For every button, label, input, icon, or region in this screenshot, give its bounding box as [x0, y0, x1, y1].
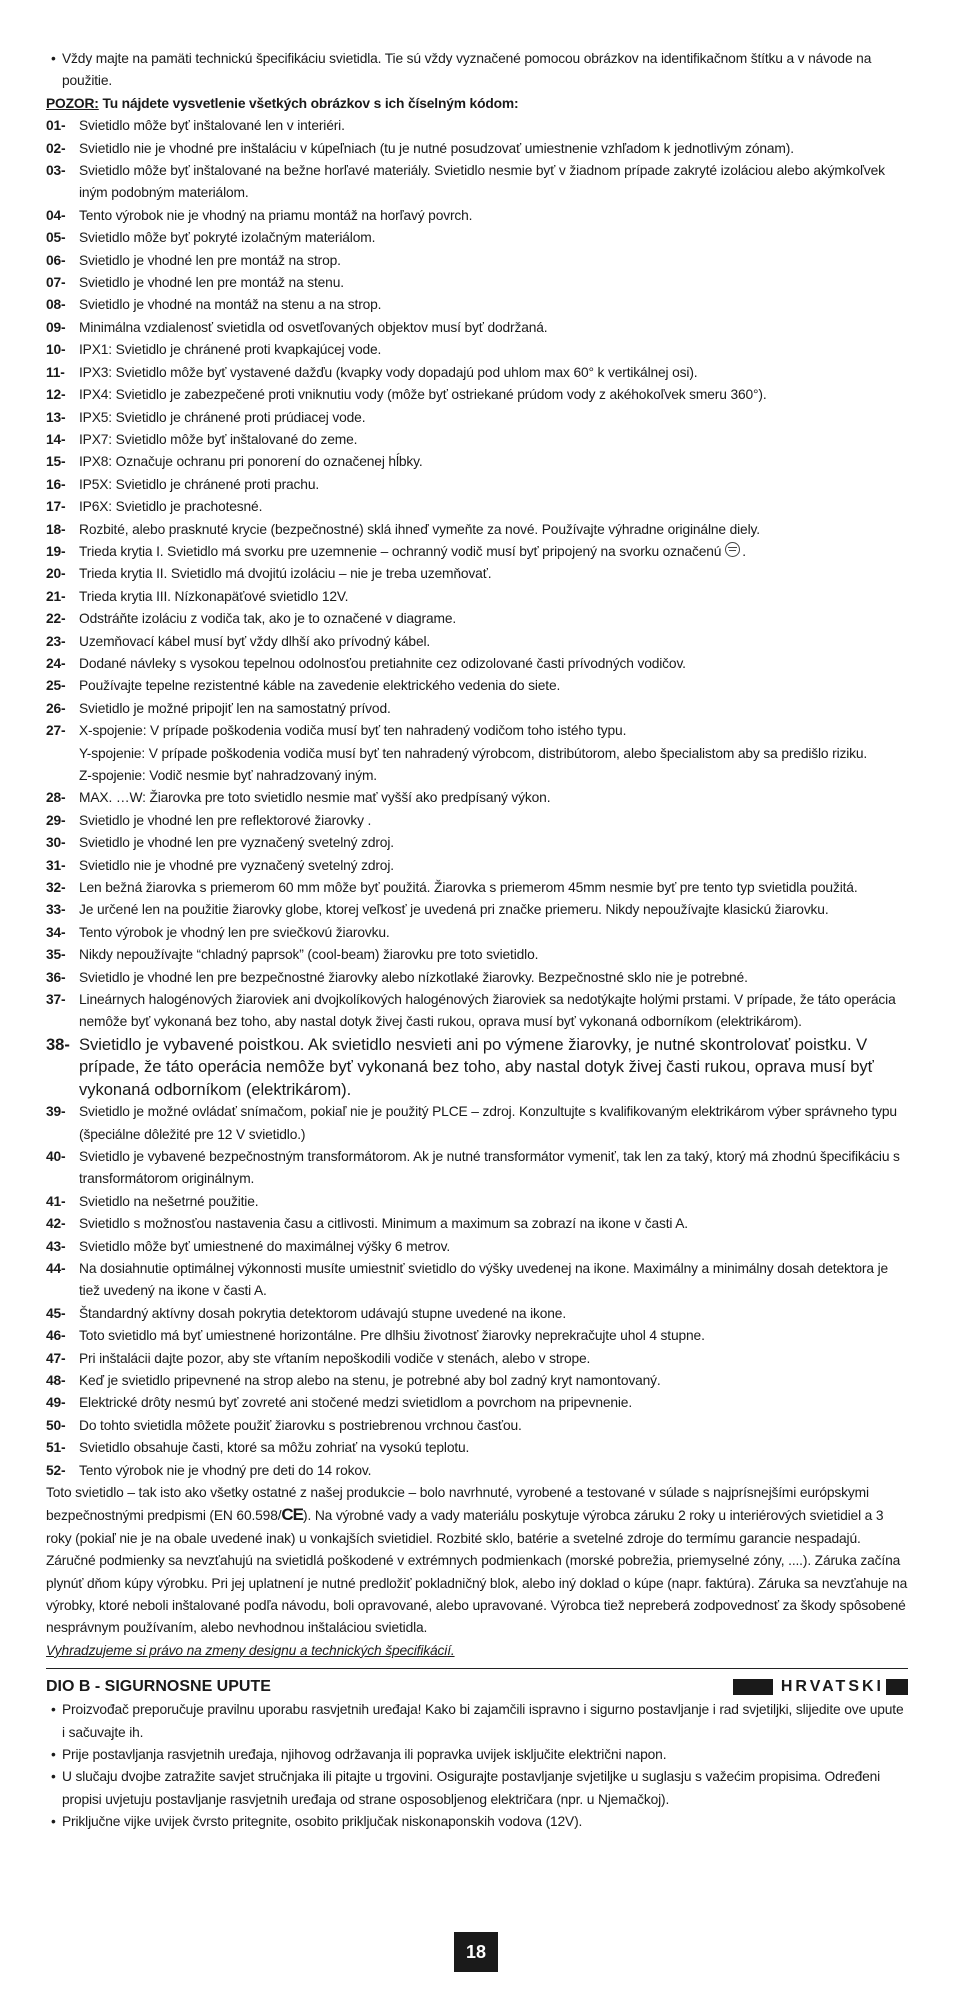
item-number: 06- — [46, 252, 66, 268]
symbol-item — [46, 1392, 908, 1414]
symbol-item — [46, 855, 908, 877]
item-text — [79, 944, 908, 966]
item-text-main: Svietidlo môže byť pokryté izolačným materiálom. — [79, 230, 376, 246]
item-text-main: Svietidlo obsahuje časti, ktoré sa môžu zohriať na vysokú teplotu. — [79, 1440, 470, 1456]
item-text-main: IPX5: Svietidlo je chránené proti prúdiacej vode. — [79, 409, 366, 425]
symbol-item — [46, 1325, 908, 1347]
symbol-item — [46, 160, 908, 205]
item-text-main: Svietidlo je vybavené bezpečnostným transformátorom. Ak je nutné transformátor vymeniť, tak len za taký, ktorý má zhodnú špecifikáciu s transformátorom originálnym. — [79, 1148, 900, 1187]
item-text — [79, 1437, 908, 1459]
symbol-item — [46, 429, 908, 451]
section-header — [46, 1675, 908, 1699]
item-text-main: IPX4: Svietidlo je zabezpečené proti vniknutiu vody (môže byť ostriekané prúdom vody z akéhokoľvek smeru 360°). — [79, 387, 767, 403]
item-number: 36- — [46, 969, 66, 985]
symbol-list — [46, 115, 908, 1482]
item-number: 28- — [46, 790, 66, 806]
item-number: 26- — [46, 700, 66, 716]
symbol-item — [46, 877, 908, 899]
item-text-main: Svietidlo je možné pripojiť len na samostatný prívod. — [79, 700, 391, 716]
item-text-main: Svietidlo je vhodné len pre bezpečnostné žiarovky alebo nízkotlaké žiarovky. Bezpečnostné sklo nie je potrebné. — [79, 969, 748, 985]
symbol-item — [46, 586, 908, 608]
item-number: 07- — [46, 275, 66, 291]
item-text — [79, 855, 908, 877]
symbol-item — [46, 474, 908, 496]
item-text-main: Svietidlo je vhodné len pre reflektorové žiarovky . — [79, 812, 372, 828]
symbol-item — [46, 967, 908, 989]
item-number: 44- — [46, 1260, 66, 1276]
item-number — [46, 743, 79, 765]
item-text-main: Svietidlo je vybavené poistkou. Ak svietidlo nesvieti ani po výmene žiarovky, je nutné skontrolovať poistku. V prípade, že táto operácia nemôže byť vykonaná bez toho, aby nastal dotyk živej časti rukou, oprava musí byť vykonaná odborníkom (elektrikárom). — [79, 1034, 874, 1099]
item-text — [79, 317, 908, 339]
symbol-item — [46, 496, 908, 518]
item-number: 46- — [46, 1328, 66, 1344]
section-divider — [46, 1668, 908, 1669]
item-text-main: IPX3: Svietidlo môže byť vystavené dažďu (kvapky vody dopadajú pod uhlom max 60° k vertikálnej osi). — [79, 364, 698, 380]
item-text-main: Je určené len na použitie žiarovky globe, ktorej veľkosť je uvedená pri značke priemeru. Nikdy nepoužívajte klasickú žiarovku. — [79, 902, 829, 918]
item-number: 42- — [46, 1216, 66, 1232]
symbol-item — [46, 1101, 908, 1146]
warning-line — [46, 93, 908, 115]
item-text-main: Toto svietidlo má byť umiestnené horizontálne. Pre dlhšiu životnosť žiarovky neprekračujte uhol 4 stupne. — [79, 1328, 705, 1344]
item-text-main: MAX. …W: Žiarovka pre toto svietidlo nesmie mať vyšší ako predpísaný výkon. — [79, 790, 551, 806]
item-text-main: Elektrické drôty nesmú byť zovreté ani stočené medzi svietidlom a povrchom na pripevnenie. — [79, 1395, 633, 1411]
symbol-item — [46, 1034, 908, 1101]
item-number: 05- — [46, 230, 66, 246]
item-text-main: Len bežná žiarovka s priemerom 60 mm môže byť použitá. Žiarovka s priemerom 45mm nesmie byť pre tento typ svietidla použitá. — [79, 880, 858, 896]
hr-bullet: • Priključne vijke uvijek čvrsto pritegnite, osobito priključak niskonaponskih vodova (12V). — [46, 1811, 908, 1833]
item-text — [79, 115, 908, 137]
item-text — [79, 675, 908, 697]
item-text — [79, 1236, 908, 1258]
item-text — [79, 653, 908, 675]
item-text — [79, 1146, 908, 1191]
item-number: 52- — [46, 1462, 66, 1478]
item-text — [79, 743, 908, 765]
item-text — [79, 1348, 908, 1370]
item-text-main: Keď je svietidlo pripevnené na strop alebo na stenu, je potrebné aby bol zadný kryt namontovaný. — [79, 1372, 661, 1388]
item-text-main: Svietidlo je možné ovládať snímačom, pokiaľ nie je použitý PLCE – zdroj. Konzultujte s kvalifikovaným elektrikárom výber správneho typu (špeciálne dôležité pre 12 V svietidlo.) — [79, 1104, 897, 1142]
item-number: 03- — [46, 163, 66, 179]
item-number: 48- — [46, 1372, 66, 1388]
symbol-item — [46, 743, 908, 765]
hr-bullet: • U slučaju dvojbe zatražite savjet stručnjaka ili pitajte u trgovini. Osigurajte postavljanje svjetiljke u suglasju s važećim propisima. Određeni propisi uvjetuju postavljanje rasvjetnih uređaja od strane osposobljenog električara (npr. u Njemačkoj). — [46, 1766, 908, 1811]
item-text — [79, 1392, 908, 1414]
item-text-main: IPX7: Svietidlo môže byť inštalované do zeme. — [79, 431, 358, 447]
item-text-main: Svietidlo môže byť umiestnené do maximálnej výšky 6 metrov. — [79, 1238, 451, 1254]
item-text — [79, 429, 908, 451]
item-text — [79, 451, 908, 473]
item-text-main: Tento výrobok nie je vhodný na priamu montáž na horľavý povrch. — [79, 207, 473, 223]
item-number: 49- — [46, 1395, 66, 1411]
item-number: 13- — [46, 409, 66, 425]
item-text — [79, 698, 908, 720]
symbol-item — [46, 720, 908, 742]
symbol-item — [46, 339, 908, 361]
closing-paragraph — [46, 1482, 908, 1640]
item-text-main: Svietidlo s možnosťou nastavenia času a citlivosti. Minimum a maximum sa zobrazí na ikone v časti A. — [79, 1216, 688, 1232]
item-number: 11- — [46, 364, 65, 380]
symbol-item — [46, 272, 908, 294]
item-text — [79, 787, 908, 809]
item-text-main: Svietidlo môže byť inštalované len v interiéri. — [79, 118, 345, 134]
item-text — [79, 631, 908, 653]
item-number: 29- — [46, 812, 66, 828]
item-text-main: Pri inštalácii dajte pozor, aby ste vŕtaním nepoškodili vodiče v stenách, alebo v strope. — [79, 1350, 591, 1366]
item-text — [79, 1415, 908, 1437]
warning-label: POZOR: — [46, 95, 99, 111]
symbol-item — [46, 317, 908, 339]
item-text-main: Lineárnych halogénových žiaroviek ani dvojkolíkových halogénových žiaroviek sa nedotýkajte holými prstami. V prípade, že táto operácia nemôže byť vykonaná bez toho, aby nastal dotyk živej časti rukou, oprava musí byť vykonaná odborníkom (elektrikárom). — [79, 992, 896, 1030]
symbol-item — [46, 1236, 908, 1258]
item-text — [79, 1191, 908, 1213]
item-number: 43- — [46, 1238, 66, 1254]
item-text — [79, 586, 908, 608]
item-number: 15- — [46, 454, 66, 470]
item-number: 40- — [46, 1148, 66, 1164]
item-text — [79, 160, 908, 205]
item-number: 08- — [46, 297, 66, 313]
item-number: 09- — [46, 319, 66, 335]
page-number: 18 — [454, 1932, 498, 1972]
symbol-item — [46, 765, 908, 787]
item-number: 50- — [46, 1417, 66, 1433]
item-text — [79, 832, 908, 854]
item-text — [79, 608, 908, 630]
item-text — [79, 810, 908, 832]
item-text-main: Používajte tepelne rezistentné káble na zavedenie elektrického vedenia do siete. — [79, 678, 561, 694]
item-text-main: Do tohto svietidla môžete použiť žiarovku s postriebrenou vrchnou časťou. — [79, 1417, 522, 1433]
symbol-item — [46, 362, 908, 384]
symbol-item — [46, 541, 908, 563]
item-number: 39- — [46, 1104, 66, 1120]
item-text-main: IP6X: Svietidlo je prachotesné. — [79, 499, 263, 515]
item-text — [79, 1303, 908, 1325]
item-text-main: Tento výrobok nie je vhodný pre deti do 14 rokov. — [79, 1462, 372, 1478]
item-number: 30- — [46, 835, 66, 851]
item-number — [46, 765, 79, 787]
item-text-main: Trieda krytia III. Nízkonapäťové svietidlo 12V. — [79, 588, 349, 604]
symbol-item — [46, 407, 908, 429]
item-text — [79, 989, 908, 1034]
symbol-item — [46, 832, 908, 854]
item-number: 21- — [46, 588, 66, 604]
item-number: 22- — [46, 611, 66, 627]
symbol-item — [46, 563, 908, 585]
item-number: 20- — [46, 566, 66, 582]
item-text — [79, 362, 908, 384]
symbol-item — [46, 519, 908, 541]
item-number: 41- — [46, 1193, 66, 1209]
item-text-main: IP5X: Svietidlo je chránené proti prachu. — [79, 476, 320, 492]
symbol-item — [46, 227, 908, 249]
item-text — [79, 205, 908, 227]
item-text-main: Y-spojenie: V prípade poškodenia vodiča musí byť ten nahradený výrobcom, distribútorom, alebo špecialistom aby sa predišlo riziku. — [79, 745, 868, 761]
item-text-main: Rozbité, alebo prasknuté krycie (bezpečnostné) sklá ihneď vymeňte za nové. Používajte výhradne originálne diely. — [79, 521, 760, 537]
page-content — [46, 48, 908, 1834]
item-number: 24- — [46, 655, 66, 671]
item-text — [79, 1370, 908, 1392]
item-text-main: Dodané návleky s vysokou tepelnou odolnosťou pretiahnite cez odizolované časti prívodných vodičov. — [79, 655, 686, 671]
item-number: 34- — [46, 924, 66, 940]
item-text — [79, 407, 908, 429]
item-text-main: Svietidlo je vhodné len pre montáž na stenu. — [79, 275, 344, 291]
item-text — [79, 227, 908, 249]
item-text — [79, 967, 908, 989]
item-text-main: Svietidlo je vhodné len pre montáž na strop. — [79, 252, 341, 268]
item-text — [79, 1101, 908, 1146]
item-text-main: Nikdy nepoužívajte “chladný paprsok” (cool-beam) žiarovku pre toto svietidlo. — [79, 947, 539, 963]
item-text — [79, 877, 908, 899]
item-number: 23- — [46, 633, 66, 649]
item-text — [79, 922, 908, 944]
intro-bullet: • Vždy majte na pamäti technickú špecifikáciu svietidla. Tie sú vždy vyznačené pomocou obrázkov na identifikačnom štítku a v návode na použitie. — [46, 48, 908, 93]
item-text — [79, 1325, 908, 1347]
item-text-main: Z-spojenie: Vodič nesmie byť nahradzovaný iným. — [79, 768, 377, 783]
language-label: HRVATSKI — [780, 1678, 884, 1696]
item-text — [79, 384, 908, 406]
symbol-item — [46, 1146, 908, 1191]
item-number: 18- — [46, 521, 66, 537]
item-number: 25- — [46, 678, 66, 694]
symbol-item — [46, 1348, 908, 1370]
reserved-rights-note: Vyhradzujeme si právo na zmeny designu a technických špecifikácií. — [46, 1642, 455, 1658]
item-text-main: Minimálna vzdialenosť svietidla od osvetľovaných objektov musí byť dodržaná. — [79, 319, 548, 335]
item-number: 19- — [46, 543, 66, 559]
item-text — [79, 272, 908, 294]
symbol-item — [46, 138, 908, 160]
item-number: 16- — [46, 476, 66, 492]
item-text-main: IPX1: Svietidlo je chránené proti kvapkajúcej vode. — [79, 342, 382, 358]
item-text — [79, 339, 908, 361]
symbol-item — [46, 944, 908, 966]
symbol-item — [46, 294, 908, 316]
item-text — [79, 519, 908, 541]
symbol-item — [46, 899, 908, 921]
item-text-main: Svietidlo je vhodné na montáž na stenu a na strop. — [79, 297, 382, 313]
item-text — [79, 138, 908, 160]
symbol-item — [46, 250, 908, 272]
item-text — [79, 541, 908, 563]
symbol-item — [46, 787, 908, 809]
item-text-main: Trieda krytia I. Svietidlo má svorku pre uzemnenie – ochranný vodič musí byť pripojený na svorku označenú — [79, 543, 722, 559]
item-number: 01- — [46, 118, 66, 134]
symbol-item — [46, 989, 908, 1034]
item-number: 12- — [46, 387, 66, 403]
symbol-item — [46, 1415, 908, 1437]
symbol-item — [46, 115, 908, 137]
symbol-item — [46, 631, 908, 653]
symbol-item — [46, 1460, 908, 1482]
symbol-item — [46, 810, 908, 832]
item-number: 47- — [46, 1350, 66, 1366]
item-text-main: Uzemňovací kábel musí byť vždy dlhší ako prívodný kábel. — [79, 633, 431, 649]
symbol-item — [46, 698, 908, 720]
item-text — [79, 1034, 908, 1101]
item-number: 33- — [46, 902, 66, 918]
language-bar-right — [886, 1679, 908, 1695]
symbol-item — [46, 1303, 908, 1325]
item-number: 31- — [46, 857, 66, 873]
item-number: 51- — [46, 1440, 66, 1456]
item-text-main: Na dosiahnutie optimálnej výkonnosti musíte umiestniť svietidlo do výšky uvedenej na ikone. Maximálny a minimálny dosah detektora je tiež uvedený na ikone v časti A. — [79, 1260, 889, 1299]
item-text — [79, 250, 908, 272]
croatian-bullets — [46, 1699, 908, 1833]
language-bar-left — [733, 1679, 773, 1695]
item-text — [79, 1258, 908, 1303]
hr-bullet: • Prije postavljanja rasvjetnih uređaja, njihovog održavanja ili popravka uvijek isključite električni napon. — [46, 1744, 908, 1766]
item-number: 04- — [46, 207, 66, 223]
item-text — [79, 474, 908, 496]
closing-text-b: ). Na výrobné vady a vady materiálu poskytuje výrobca záruku 2 roky u interiérových svietidiel a 3 roky (pokiaľ nie je na obale uvedené inak) u vonkajších svietidiel. Rozbité sklo, batérie a svetelné zdroje do termímu garancie nespadajú. Záručné podmienky sa nevzťahujú na svietidlá poškodené v extrémnych podmienkach (morské pobrežia, priemyselné zóny, ....). Záruka začína plynúť dňom kúpy výrobku. Pri jej uplatnení je nutné predložiť pokladničný blok, alebo iný doklad o kúpe (napr. faktúra). Záruka sa nevzťahuje na výrobky, ktoré neboli inštalované podľa návodu, boli opravované, alebo upravované. Výrobca tiež nepreberá zodpovednosť za škody spôsobené nesprávnym používaním, alebo nevhodnou inštaláciou svietidla. — [46, 1508, 908, 1636]
symbol-item — [46, 205, 908, 227]
item-text — [79, 496, 908, 518]
closing-text-a: Toto svietidlo – tak isto ako všetky ostatné z našej produkcie – bolo navrhnuté, vyrobené a testované v súlade s najprísnejšími európskymi bezpečnostnými predpismi (EN 60.598/ — [46, 1485, 869, 1524]
item-text-end: . — [742, 543, 746, 559]
symbol-item — [46, 451, 908, 473]
ce-mark: CE — [281, 1505, 304, 1525]
item-text — [79, 720, 908, 742]
symbol-item — [46, 1437, 908, 1459]
item-text — [79, 294, 908, 316]
item-number: 02- — [46, 140, 66, 156]
item-text-main: Svietidlo nie je vhodné pre vyznačený svetelný zdroj. — [79, 857, 394, 873]
hr-bullet: • Proizvođač preporučuje pravilnu uporabu rasvjetnih uređaja! Kako bi zajamčili ispravno i sigurno postavljanje i rad svjetiljki, slijedite ove upute i sačuvajte ih. — [46, 1699, 908, 1744]
item-number: 37- — [46, 992, 66, 1008]
item-number: 27- — [46, 723, 66, 739]
item-number: 35- — [46, 947, 66, 963]
ground-symbol-icon — [725, 542, 740, 557]
item-text-main: Štandardný aktívny dosah pokrytia detektorom udávajú stupne uvedené na ikone. — [79, 1305, 566, 1321]
item-text-main: X-spojenie: V prípade poškodenia vodiča musí byť ten nahradený vodičom toho istého typu. — [79, 723, 627, 739]
symbol-item — [46, 922, 908, 944]
symbol-item — [46, 1213, 908, 1235]
symbol-item — [46, 1191, 908, 1213]
item-text — [79, 563, 908, 585]
item-text-main: Tento výrobok je vhodný len pre sviečkovú žiarovku. — [79, 924, 390, 940]
item-text — [79, 765, 908, 787]
symbol-item — [46, 608, 908, 630]
language-tag — [733, 1676, 908, 1698]
item-number: 45- — [46, 1305, 66, 1321]
item-text — [79, 899, 908, 921]
item-number: 38- — [46, 1034, 70, 1054]
symbol-item — [46, 675, 908, 697]
item-text-main: Svietidlo môže byť inštalované na bežne horľavé materiály. Svietidlo nesmie byť v žiadnom prípade zakryté izoláciou alebo akýmkoľvek iným podobným materiálom. — [79, 163, 885, 201]
item-text-main: Svietidlo nie je vhodné pre inštaláciu v kúpeľniach (tu je nutné posudzovať umiestnenie vzhľadom k jednotlivým zónam). — [79, 140, 794, 156]
symbol-item — [46, 653, 908, 675]
section-title: DIO B - SIGURNOSNE UPUTE — [46, 1678, 271, 1696]
item-text-main: Trieda krytia II. Svietidlo má dvojitú izoláciu – nie je treba uzemňovať. — [79, 566, 492, 582]
warning-text: Tu nájdete vysvetlenie všetkých obrázkov s ich číselným kódom: — [98, 95, 519, 111]
item-text-main: Svietidlo je vhodné len pre vyznačený svetelný zdroj. — [79, 835, 394, 851]
item-text-main: Odstráňte izoláciu z vodiča tak, ako je to označené v diagrame. — [79, 611, 457, 627]
symbol-item — [46, 1370, 908, 1392]
item-text — [79, 1460, 908, 1482]
item-number: 17- — [46, 499, 66, 515]
symbol-item — [46, 384, 908, 406]
item-number: 32- — [46, 880, 66, 896]
item-number: 10- — [46, 342, 66, 358]
item-text-main: Svietidlo na nešetrné použitie. — [79, 1193, 259, 1209]
item-text — [79, 1213, 908, 1235]
item-text-main: IPX8: Označuje ochranu pri ponorení do označenej hĺbky. — [79, 454, 423, 470]
symbol-item — [46, 1258, 908, 1303]
item-number: 14- — [46, 431, 66, 447]
